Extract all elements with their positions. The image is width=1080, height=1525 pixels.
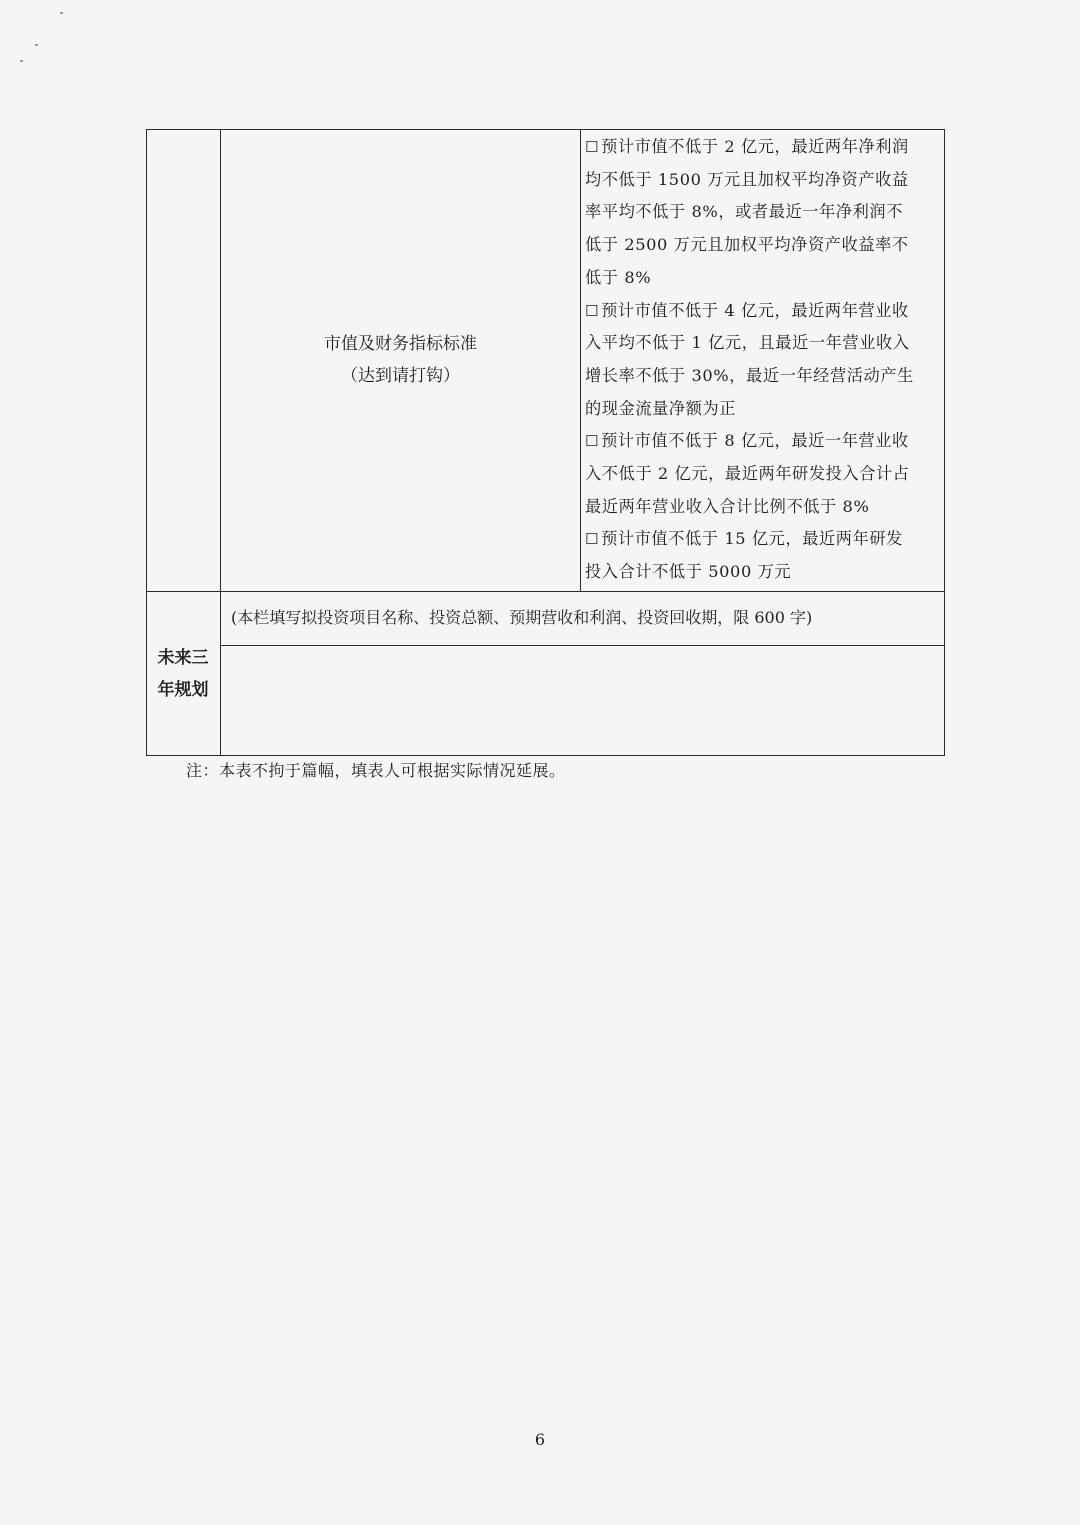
- criteria-option-line: [585, 229, 940, 262]
- criteria-label-cell: [221, 130, 581, 592]
- scan-speck: [20, 60, 23, 62]
- plan-instruction-row: [147, 591, 945, 645]
- plan-instruction: (本栏填写拟投资项目名称、投资总额、预期营收和利润、投资回收期，限 600 字): [221, 591, 945, 645]
- criteria-option-text: 均不低于 1500 万元且加权平均净资产收益: [585, 169, 909, 189]
- criteria-option: [585, 523, 940, 588]
- criteria-option-text: 入平均不低于 1 亿元，且最近一年营业收入: [585, 333, 910, 353]
- criteria-label: 市值及财务指标标准: [324, 334, 477, 355]
- scan-speck: [60, 12, 63, 14]
- scan-speck: [35, 44, 38, 46]
- criteria-option-text: 预计市值不低于 4 亿元，最近两年营业收: [601, 300, 909, 320]
- criteria-option-line: [585, 360, 940, 393]
- footnote: 注：本表不拘于篇幅，填表人可根据实际情况延展。: [186, 761, 566, 780]
- criteria-option-text: 最近两年营业收入合计比例不低于 8%: [585, 496, 870, 516]
- criteria-option-line: [585, 327, 940, 360]
- criteria-option: [585, 131, 940, 295]
- criteria-option-text: 的现金流量净额为正: [585, 398, 737, 418]
- criteria-option-line: [585, 295, 940, 328]
- checkbox-icon[interactable]: ☐: [585, 530, 600, 549]
- criteria-label-hint: （达到请打钩）: [341, 366, 460, 387]
- checkbox-icon[interactable]: ☐: [585, 301, 600, 320]
- criteria-option-line: [585, 196, 940, 229]
- criteria-option-text: 投入合计不低于 5000 万元: [585, 562, 792, 582]
- criteria-options-cell: [581, 130, 945, 592]
- criteria-option: [585, 295, 940, 426]
- criteria-option-text: 率平均不低于 8%，或者最近一年净利润不: [585, 202, 904, 222]
- plan-input-area[interactable]: [221, 645, 945, 755]
- plan-label-line2: 年规划: [157, 679, 209, 700]
- application-form-table: [146, 129, 945, 756]
- criteria-option-line: [585, 393, 940, 426]
- plan-body-row: [147, 645, 945, 755]
- criteria-option: [585, 425, 940, 523]
- checkbox-icon[interactable]: ☐: [585, 138, 600, 156]
- criteria-row: [147, 130, 945, 592]
- criteria-option-line: [585, 523, 940, 556]
- criteria-option-line: [585, 131, 940, 164]
- criteria-option-text: 低于 8%: [585, 267, 652, 287]
- criteria-option-text: 预计市值不低于 2 亿元，最近两年净利润: [601, 137, 909, 156]
- criteria-option-line: [585, 458, 940, 491]
- criteria-option-line: [585, 262, 940, 295]
- criteria-option-line: [585, 491, 940, 524]
- criteria-option-line: [585, 425, 940, 458]
- page-number: 6: [534, 1430, 546, 1449]
- plan-label-line1: 未来三: [157, 647, 209, 668]
- checkbox-icon[interactable]: ☐: [585, 432, 600, 451]
- criteria-option-text: 预计市值不低于 15 亿元，最近两年研发: [601, 529, 903, 549]
- criteria-option-text: 低于 2500 万元且加权平均净资产收益率不: [585, 235, 909, 255]
- plan-label-cell: [146, 591, 220, 755]
- criteria-option-text: 入不低于 2 亿元，最近两年研发投入合计占: [585, 464, 910, 484]
- criteria-option-line: [585, 556, 940, 589]
- criteria-option-line: [585, 164, 940, 197]
- criteria-option-text: 增长率不低于 30%，最近一年经营活动产生: [585, 365, 914, 385]
- criteria-option-text: 预计市值不低于 8 亿元，最近一年营业收: [601, 431, 909, 451]
